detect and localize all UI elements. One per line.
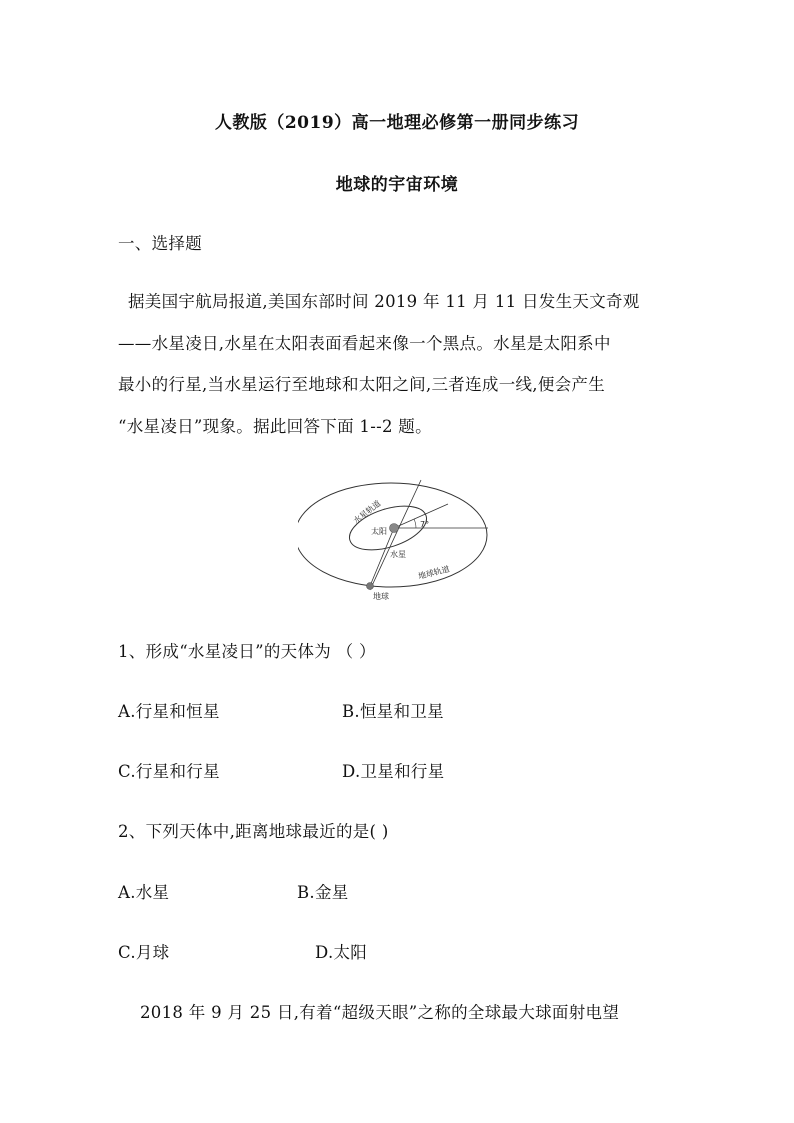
angle-arc xyxy=(414,519,416,528)
earth-orbit-label: 地球轨道 xyxy=(417,564,451,581)
mercury-transit-diagram xyxy=(298,478,498,606)
section-heading: 一、选择题 xyxy=(118,234,202,253)
mercury-label: 水星 xyxy=(390,550,406,559)
question-2-option-b[interactable]: B.金星 xyxy=(297,883,349,902)
passage-line: ——水星凌日,水星在太阳表面看起来像一个黑点。水星是太阳系中 xyxy=(118,334,611,353)
passage-line: 据美国宇航局报道,美国东部时间 2019 年 11 月 11 日发生天文奇观 xyxy=(128,292,640,311)
question-2-stem: 2、下列天体中,距离地球最近的是( ) xyxy=(118,822,389,841)
angle-label: 7° xyxy=(420,520,430,529)
earth-circle xyxy=(367,583,374,590)
question-2-option-c[interactable]: C.月球 xyxy=(118,943,170,962)
sun-label: 太阳 xyxy=(371,527,387,536)
sun-circle xyxy=(390,524,399,533)
earth-label: 地球 xyxy=(373,592,389,601)
passage-line: 最小的行星,当水星运行至地球和太阳之间,三者连成一线,便会产生 xyxy=(118,375,606,394)
passage-line: 2018 年 9 月 25 日,有着“超级天眼”之称的全球最大球面射电望 xyxy=(140,1003,620,1022)
question-2-option-d[interactable]: D.太阳 xyxy=(315,943,368,962)
mercury-orbit-label: 水星轨道 xyxy=(351,498,383,526)
passage-line: “水星凌日”现象。据此回答下面 1--2 题。 xyxy=(118,417,432,436)
document-subtitle: 地球的宇宙环境 xyxy=(335,175,459,195)
question-1-option-c[interactable]: C.行星和行星 xyxy=(118,762,220,781)
question-1-option-d[interactable]: D.卫星和行星 xyxy=(342,762,445,781)
question-1-option-a[interactable]: A.行星和恒星 xyxy=(118,702,220,721)
question-2-option-a[interactable]: A.水星 xyxy=(118,883,170,902)
document-title: 人教版（2019）高一地理必修第一册同步练习 xyxy=(214,113,580,133)
question-1-option-b[interactable]: B.恒星和卫星 xyxy=(342,702,444,721)
earth-orbit-ellipse xyxy=(298,483,487,587)
question-1-stem: 1、形成“水星凌日”的天体为 （ ） xyxy=(118,642,376,661)
